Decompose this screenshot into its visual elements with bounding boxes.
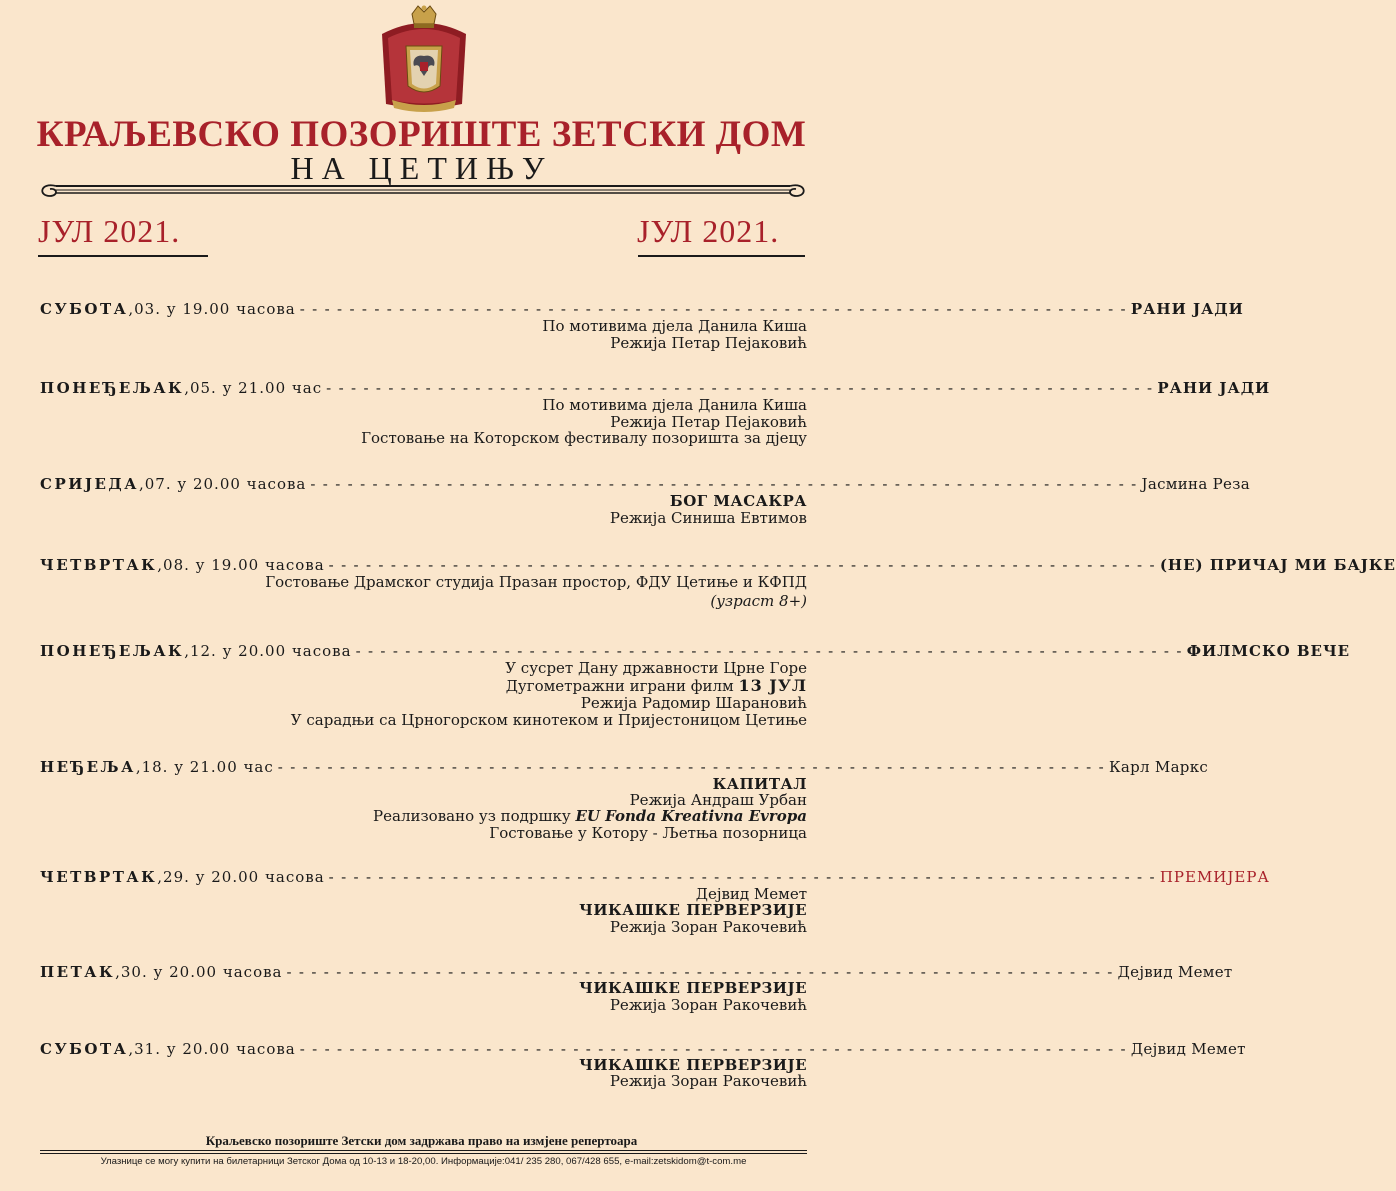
month-label-right: ЈУЛ 2021.: [637, 213, 780, 249]
event-time: ,07. у 20.00 часова: [138, 475, 307, 493]
event-time: ,08. у 19.00 часова: [157, 556, 325, 574]
event-6-venue: Гостовање у Котору - Љетња позорница: [489, 824, 807, 842]
event-5-detail: У сусрет Дану државности Црне Горе: [505, 659, 807, 677]
event-time: ,18. у 21.00 час: [135, 758, 274, 776]
dotted-leader: - - - - - - - - - - - - - - - - - - - - - - - - - - - - - - - - - - - - - - - - - - - - - - - - - - - - - - - - - - - - - - - - - - -: [326, 379, 1154, 397]
event-3-header: [40, 475, 1250, 493]
royal-coat-of-arms-icon: [376, 4, 472, 114]
event-time: ,12. у 20.00 часова: [184, 642, 352, 660]
event-2-director: Режија Петар Пејаковић: [610, 413, 807, 431]
event-time: ,30. у 20.00 часова: [115, 963, 283, 981]
event-1-director: Режија Петар Пејаковић: [610, 334, 807, 352]
event-6-header: [40, 758, 1209, 776]
event-2-detail: По мотивима дјела Данила Киша: [542, 396, 807, 414]
event-4-age-note: (узраст 8+): [710, 592, 807, 610]
event-4-detail: Гостовање Драмског студија Празан простор, ФДУ Цетиње и КФПД: [265, 573, 807, 591]
event-5-header: [40, 642, 1351, 660]
event-time: ,31. у 20.00 часова: [128, 1040, 296, 1058]
event-author: Јасмина Реза: [1141, 475, 1250, 493]
event-1-detail: По мотивима дјела Данила Киша: [542, 317, 807, 335]
theatre-subtitle: НА ЦЕТИЊУ: [290, 150, 553, 186]
event-5-director: Режија Радомир Шарановић: [580, 694, 807, 712]
event-title: ФИЛМСКО ВЕЧЕ: [1186, 642, 1351, 660]
footer-notice: Краљевско позориште Зетски дом задржава право на измјене репертоара: [205, 1133, 638, 1148]
event-day: ПОНЕЂЕЉАК: [40, 642, 185, 660]
event-day: ЧЕТВРТАК: [40, 556, 158, 574]
event-9-title: ЧИКАШКЕ ПЕРВЕРЗИЈЕ: [579, 1056, 807, 1074]
event-3-title: БОГ МАСАКРА: [669, 492, 807, 510]
theatre-title: КРАЉЕВСКО ПОЗОРИШТЕ ЗЕТСКИ ДОМ: [36, 114, 807, 155]
event-day: ЧЕТВРТАК: [40, 868, 158, 886]
dotted-leader: - - - - - - - - - - - - - - - - - - - - - - - - - - - - - - - - - - - - - - - - - - - - - - - - - - - - - - - - - - - - - - - - - - -: [299, 1040, 1127, 1058]
event-day: НЕЂЕЉА: [40, 758, 136, 776]
premiere-badge: ПРЕМИЈЕРА: [1159, 868, 1270, 886]
fund-name: EU Fonda Kreativna Evropa: [575, 807, 807, 825]
event-day: СРИЈЕДА: [40, 475, 139, 493]
month-underline-right: [638, 255, 805, 257]
month-label-left: ЈУЛ 2021.: [38, 213, 181, 249]
dotted-leader: - - - - - - - - - - - - - - - - - - - - - - - - - - - - - - - - - - - - - - - - - - - - - - - - - - - - - - - - - - - - - - - - - - -: [328, 556, 1156, 574]
event-7-title: ЧИКАШКЕ ПЕРВЕРЗИЈЕ: [579, 901, 807, 919]
event-6-title: КАПИТАЛ: [712, 775, 807, 793]
event-author: Дејвид Мемет: [1130, 1040, 1246, 1058]
event-2-header: [40, 379, 1271, 397]
event-8-director: Режија Зоран Ракочевић: [609, 996, 807, 1014]
event-time: ,05. у 21.00 час: [184, 379, 323, 397]
dotted-leader: - - - - - - - - - - - - - - - - - - - - - - - - - - - - - - - - - - - - - - - - - - - - - - - - - - - - - - - - - - - - - - - - - - -: [299, 300, 1127, 318]
event-day: ПОНЕЂЕЉАК: [40, 379, 185, 397]
event-time: ,29. у 20.00 часова: [157, 868, 325, 886]
footer-ticket-info: Улазнице се могу купити на билетарници Зетског Дома од 10-13 и 18-20,00. Информације:041/ 235 280, 067/428 655, e-mail:zetskidom@t-com.me: [100, 1156, 747, 1167]
dotted-leader: - - - - - - - - - - - - - - - - - - - - - - - - - - - - - - - - - - - - - - - - - - - - - - - - - - - - - - - - - - - - - - - - - - -: [277, 758, 1105, 776]
dotted-leader: - - - - - - - - - - - - - - - - - - - - - - - - - - - - - - - - - - - - - - - - - - - - - - - - - - - - - - - - - - - - - - - - - - -: [310, 475, 1138, 493]
event-day: СУБОТА: [40, 1040, 129, 1058]
month-underline-left: [38, 255, 208, 257]
event-6-support: [373, 808, 807, 825]
event-author: Дејвид Мемет: [1117, 963, 1233, 981]
footer-rule-thin: [40, 1153, 807, 1154]
event-5-film-line: [506, 677, 807, 695]
film-prefix: Дугометражни играни филм: [505, 677, 739, 695]
dotted-leader: - - - - - - - - - - - - - - - - - - - - - - - - - - - - - - - - - - - - - - - - - - - - - - - - - - - - - - - - - - - - - - - - - - -: [286, 963, 1114, 981]
event-day: ПЕТАК: [40, 963, 116, 981]
event-1-header: [40, 300, 1244, 318]
footer-rule: [40, 1150, 807, 1151]
dotted-leader: - - - - - - - - - - - - - - - - - - - - - - - - - - - - - - - - - - - - - - - - - - - - - - - - - - - - - - - - - - - - - - - - - - -: [355, 642, 1183, 660]
event-9-director: Режија Зоран Ракочевић: [609, 1072, 807, 1090]
dotted-leader: - - - - - - - - - - - - - - - - - - - - - - - - - - - - - - - - - - - - - - - - - - - - - - - - - - - - - - - - - - - - - - - - - - -: [328, 868, 1156, 886]
event-3-director: Режија Синиша Евтимов: [609, 509, 807, 527]
event-8-title: ЧИКАШКЕ ПЕРВЕРЗИЈЕ: [579, 979, 807, 997]
event-5-collab: У сарадњи са Црногорском кинотеком и Пријестоницом Цетиње: [290, 711, 807, 729]
event-7-header: [40, 868, 1270, 886]
event-time: ,03. у 19.00 часова: [128, 300, 296, 318]
event-6-director: Режија Андраш Урбан: [629, 791, 807, 809]
event-2-note: Гостовање на Которском фестивалу позоришта за дјецу: [361, 429, 807, 447]
event-title: РАНИ ЈАДИ: [1157, 379, 1271, 397]
event-7-author: Дејвид Мемет: [695, 885, 807, 903]
event-4-header: [40, 556, 1396, 574]
support-prefix: Реализовано уз подршку: [373, 807, 576, 825]
event-author: Карл Маркс: [1108, 758, 1209, 776]
event-title: (НЕ) ПРИЧАЈ МИ БАЈКЕ: [1159, 556, 1396, 574]
event-7-director: Режија Зоран Ракочевић: [609, 918, 807, 936]
event-title: РАНИ ЈАДИ: [1130, 300, 1244, 318]
decorative-divider: [36, 178, 810, 200]
event-day: СУБОТА: [40, 300, 129, 318]
film-title: 13 ЈУЛ: [738, 676, 807, 695]
